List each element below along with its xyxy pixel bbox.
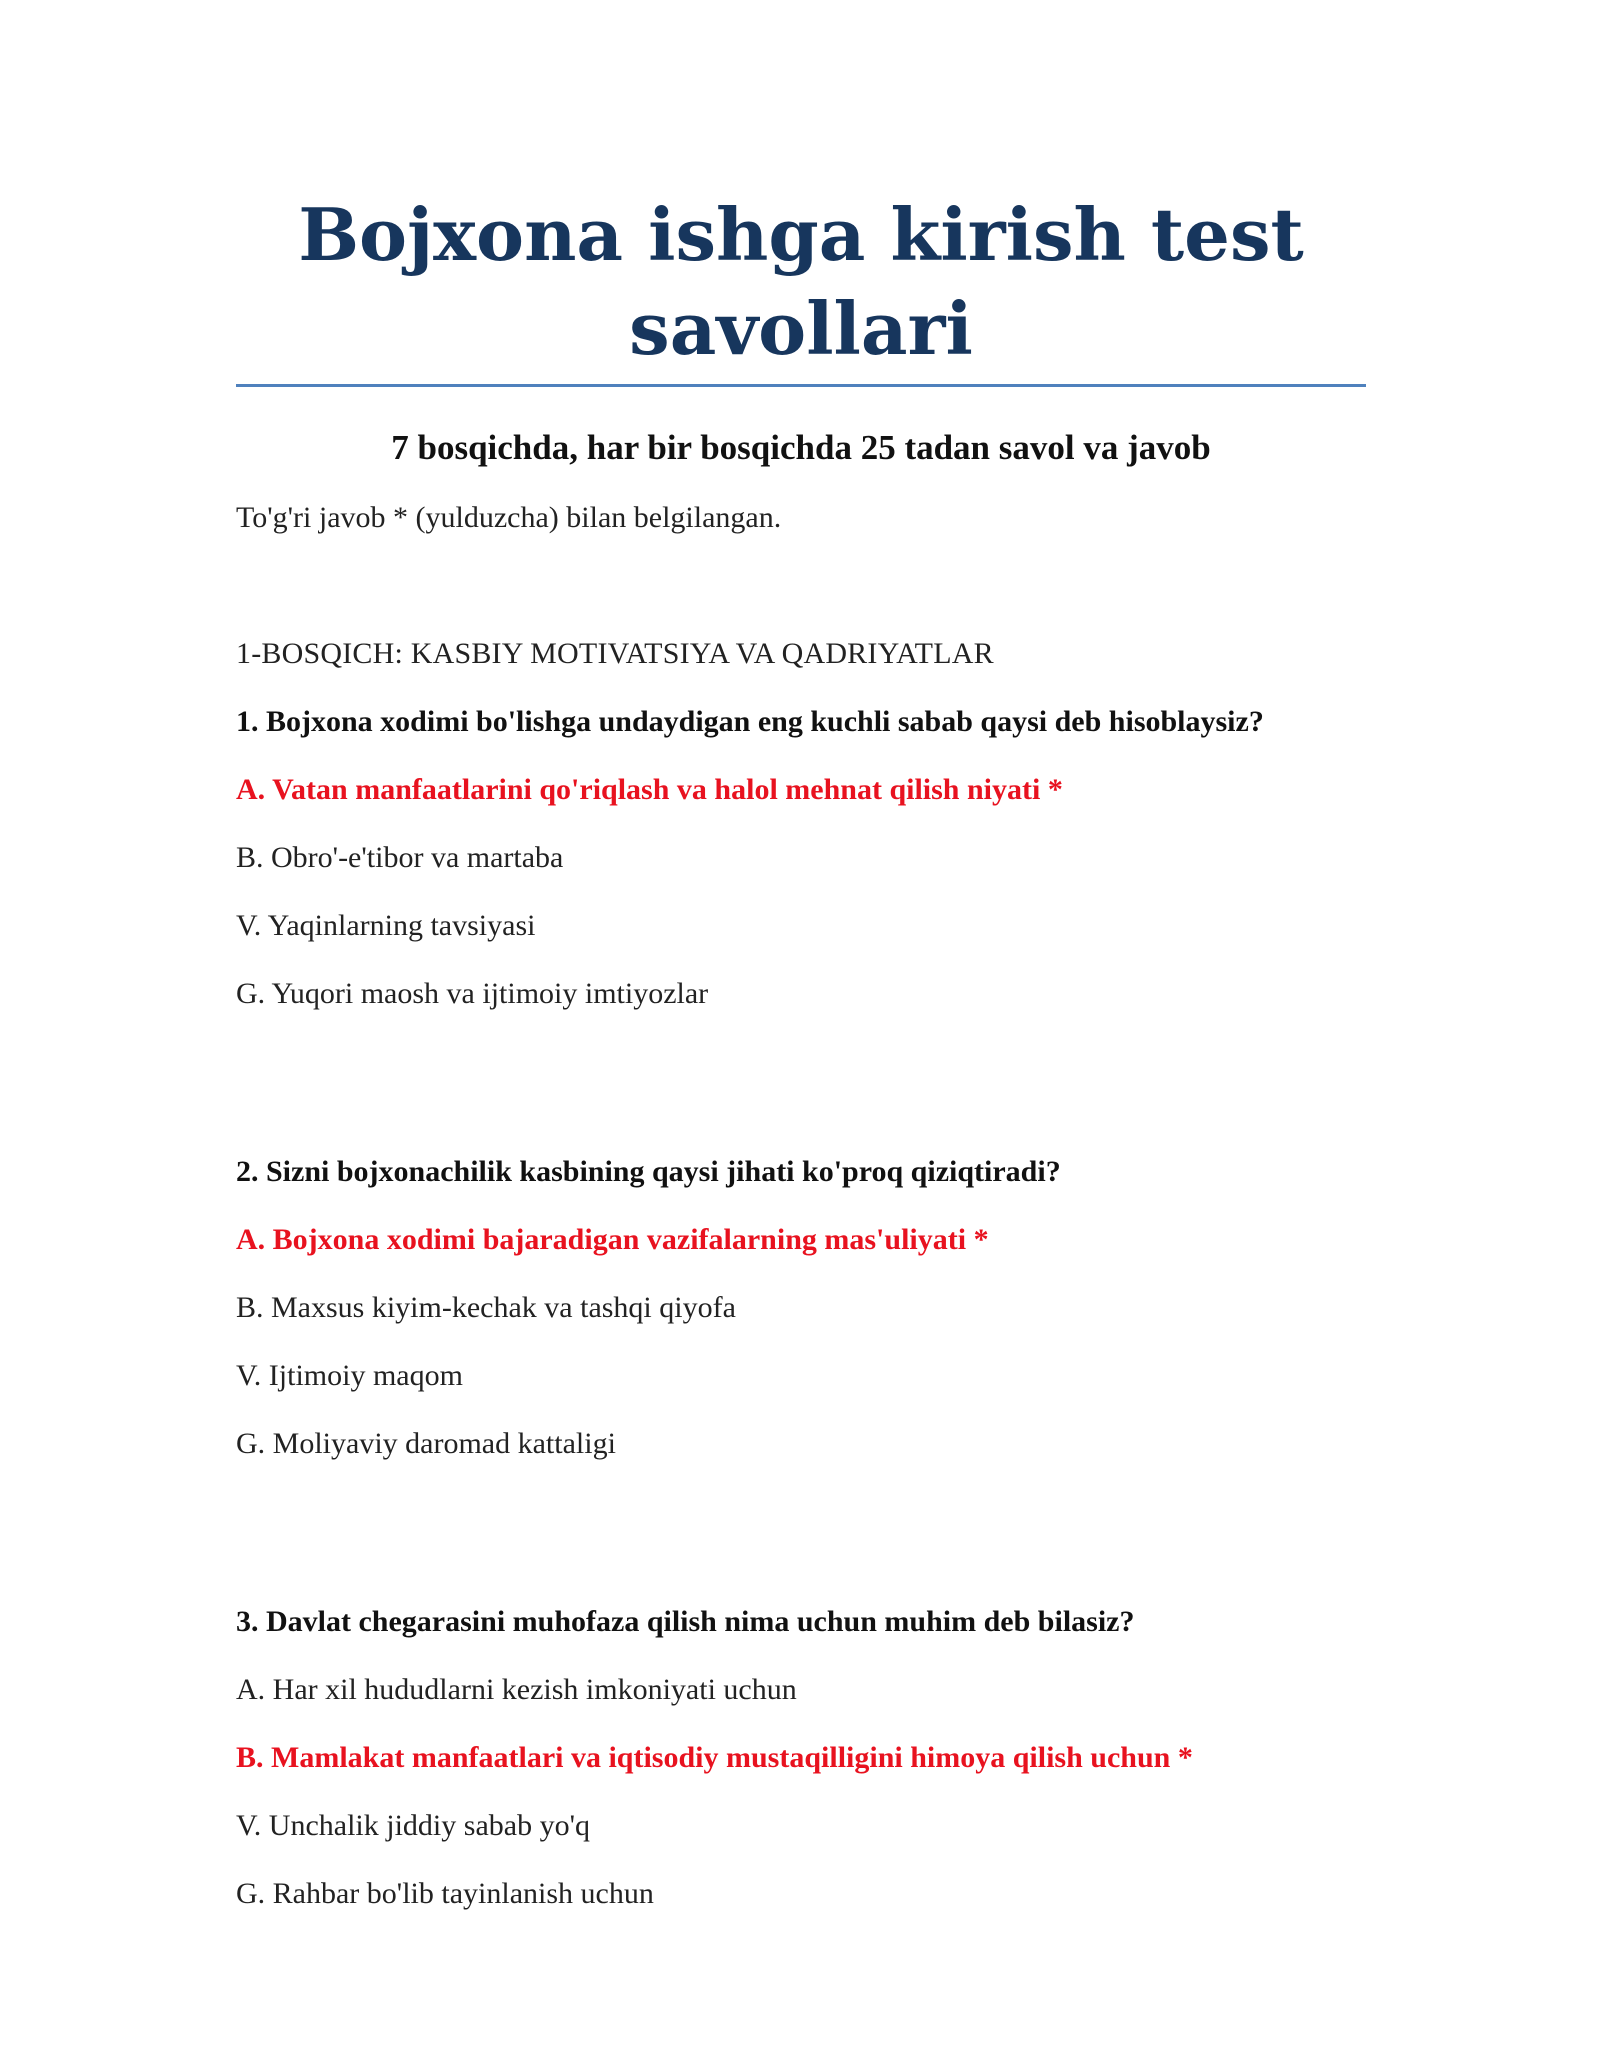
answer-option: G. Rahbar bo'lib tayinlanish uchun	[236, 1877, 654, 1910]
title-line-1: Bojxona ishga kirish test	[298, 192, 1304, 277]
title-divider	[236, 384, 1366, 387]
answer-option: V. Ijtimoiy maqom	[236, 1359, 463, 1392]
question-text: 3. Davlat chegarasini muhofaza qilish nima uchun muhim deb bilasiz?	[236, 1605, 1135, 1638]
answer-option: V. Yaqinlarning tavsiyasi	[236, 909, 536, 942]
answer-option: B. Maxsus kiyim-kechak va tashqi qiyofa	[236, 1291, 736, 1324]
answer-key-note: To'g'ri javob * (yulduzcha) bilan belgilangan.	[236, 501, 782, 534]
answer-option: G. Yuqori maosh va ijtimoiy imtiyozlar	[236, 977, 709, 1010]
answer-option: V. Unchalik jiddiy sabab yo'q	[236, 1809, 590, 1842]
answer-option: A. Har xil hududlarni kezish imkoniyati uchun	[236, 1673, 797, 1706]
section-heading: 1-BOSQICH: KASBIY MOTIVATSIYA VA QADRIYATLAR	[236, 637, 994, 670]
title-line-2: savollari	[629, 286, 973, 371]
document-subtitle: 7 bosqichda, har bir bosqichda 25 tadan savol va javob	[391, 428, 1211, 467]
document-title	[236, 188, 1366, 376]
answer-option: G. Moliyaviy daromad kattaligi	[236, 1427, 616, 1460]
question-text: 2. Sizni bojxonachilik kasbining qaysi jihati ko'proq qiziqtiradi?	[236, 1155, 1061, 1188]
answer-option: B. Obro'-e'tibor va martaba	[236, 841, 564, 874]
question-list	[236, 700, 1366, 2050]
question-text: 1. Bojxona xodimi bo'lishga undaydigan eng kuchli sabab qaysi deb hisoblaysiz?	[236, 705, 1264, 738]
question-2	[236, 1150, 1366, 1466]
answer-option-correct: A. Bojxona xodimi bajaradigan vazifalarning mas'uliyati *	[236, 1223, 989, 1256]
answer-option-correct: B. Mamlakat manfaatlari va iqtisodiy mustaqilligini himoya qilish uchun *	[236, 1741, 1193, 1774]
question-3	[236, 1600, 1366, 1916]
answer-option-correct: A. Vatan manfaatlarini qo'riqlash va halol mehnat qilish niyati *	[236, 773, 1063, 806]
question-1	[236, 700, 1366, 1016]
